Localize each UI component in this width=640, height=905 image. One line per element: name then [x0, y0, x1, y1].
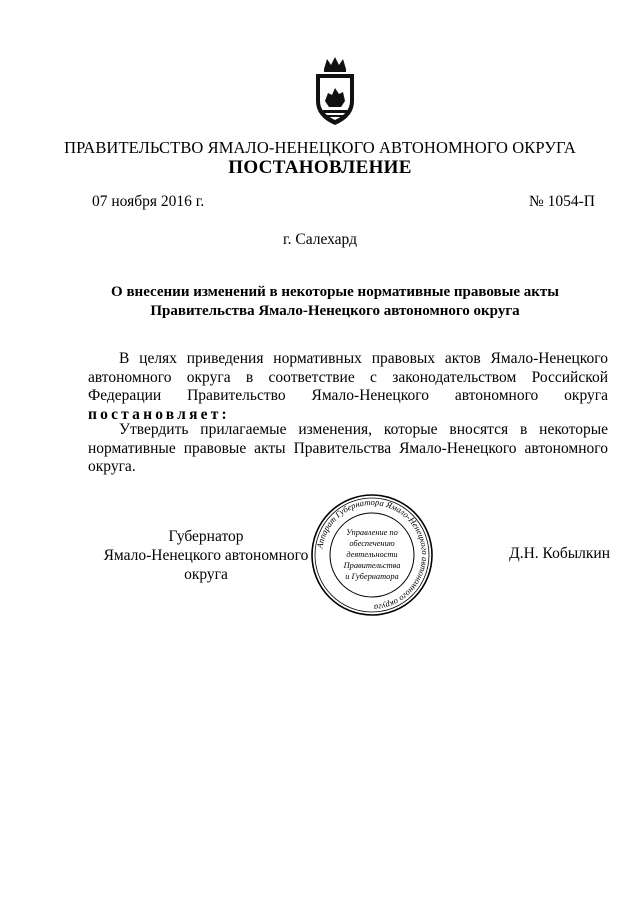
- stamp-line-4: Правительства: [343, 561, 401, 570]
- organization-name: ПРАВИТЕЛЬСТВО ЯМАЛО-НЕНЕЦКОГО АВТОНОМНОГО ОКРУГА: [64, 138, 576, 157]
- document-subject: [100, 283, 570, 321]
- subject-line-2: Правительства Ямало-Ненецкого автономного округа: [150, 303, 520, 319]
- stamp-line-3: деятельности: [346, 550, 398, 559]
- signatory-title-line-1: Губернатор: [168, 528, 244, 545]
- resolution-verb: постановляет:: [88, 405, 230, 423]
- subject-line-1: О внесении изменений в некоторые нормативные правовые акты: [111, 284, 559, 300]
- stamp-outer-text: Аппарат Губернатора Ямало-Ненецкого автономного округа: [314, 496, 431, 613]
- paragraph-1-text: В целях приведения нормативных правовых актов Ямало-Ненецкого автономного округа в соответствие с законодательством Российской Федерации Правительство Ямало-Ненецкого автономного округа: [88, 350, 608, 404]
- coat-of-arms-icon: [312, 55, 358, 127]
- signatory-name: Д.Н. Кобылкин: [509, 545, 610, 562]
- document-type: ПОСТАНОВЛЕНИЕ: [228, 157, 412, 178]
- document-date: 07 ноября 2016 г.: [92, 193, 205, 210]
- document-number: № 1054-П: [528, 193, 595, 210]
- body-paragraph-2: Утвердить прилагаемые изменения, которые вносятся в некоторые нормативные правовые акты Правительства Ямало-Ненецкого автономного округа.: [88, 421, 608, 475]
- stamp-line-2: обеспечению: [349, 539, 395, 548]
- official-stamp: [310, 493, 434, 617]
- stamp-line-1: Управление по: [346, 528, 398, 537]
- signatory-title-line-2: Ямало-Ненецкого автономного округа: [103, 547, 309, 583]
- stamp-line-5: и Губернатора: [345, 572, 399, 581]
- signatory-title: [86, 527, 326, 584]
- body-paragraph-1: [88, 350, 608, 424]
- document-city: г. Салехард: [283, 231, 357, 248]
